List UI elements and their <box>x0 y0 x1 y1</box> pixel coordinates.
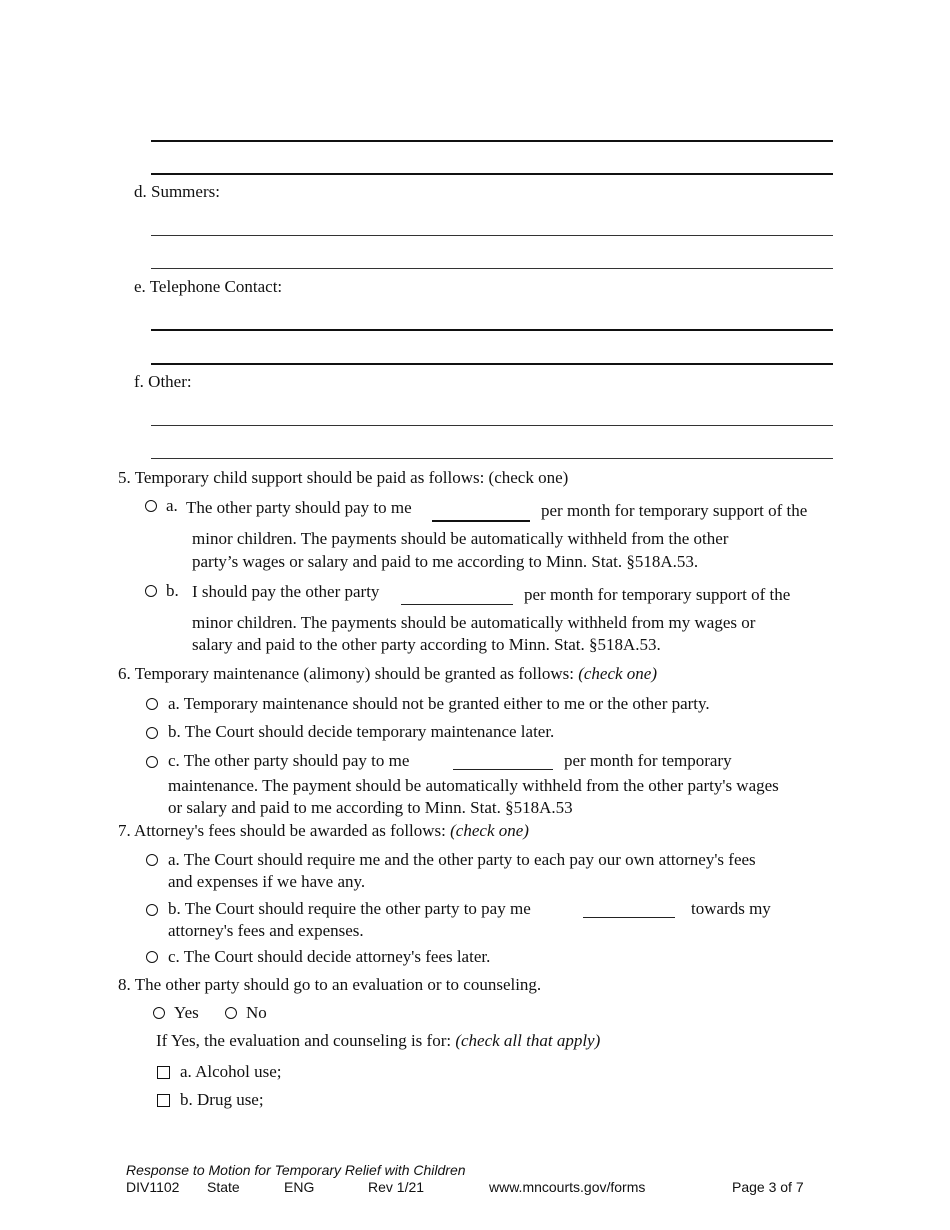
q8-no-label: No <box>246 1003 267 1022</box>
q5-b-text: per month for temporary support of the <box>524 585 791 604</box>
q7-heading <box>118 821 529 841</box>
q5-a-text: per month for temporary support of the <box>541 501 808 520</box>
q7-heading-text: 7. Attorney's fees should be awarded as follows: <box>118 821 446 840</box>
q7-a-radio[interactable] <box>146 854 158 866</box>
footer-state: State <box>207 1179 240 1195</box>
other-label: f. Other: <box>134 372 192 391</box>
telephone-answer-line[interactable] <box>151 329 833 331</box>
q7-heading-instruction: (check one) <box>450 821 529 840</box>
q6-c-text: or salary and paid to me according to Minn. Stat. §518A.53 <box>168 798 573 817</box>
q5-b-text: minor children. The payments should be automatically withheld from my wages or <box>192 613 756 632</box>
q7-b-radio[interactable] <box>146 904 158 916</box>
q8-a-label: a. Alcohol use; <box>180 1062 282 1081</box>
q8-if-yes-label: If Yes, the evaluation and counseling is for: <box>156 1031 452 1050</box>
q6-c-text: maintenance. The payment should be automatically withheld from the other party's wages <box>168 776 779 795</box>
answer-line[interactable] <box>151 173 833 175</box>
q6-b-radio[interactable] <box>146 727 158 739</box>
q5-b-text: salary and paid to the other party according to Minn. Stat. §518A.53. <box>192 635 661 654</box>
q8-if-yes-text <box>156 1031 600 1051</box>
q5-a-text: minor children. The payments should be automatically withheld from the other <box>192 529 729 548</box>
q6-heading-text: 6. Temporary maintenance (alimony) should be granted as follows: <box>118 664 574 683</box>
q5-b-amount-blank[interactable] <box>401 604 513 605</box>
q7-b-text: attorney's fees and expenses. <box>168 921 364 940</box>
q8-if-yes-instruction: (check all that apply) <box>455 1031 601 1050</box>
footer-form-id: DIV1102 <box>126 1179 180 1195</box>
q6-c-amount-blank[interactable] <box>453 769 553 770</box>
q6-b-text: b. The Court should decide temporary maintenance later. <box>168 722 555 741</box>
footer-language: ENG <box>284 1179 315 1195</box>
footer-revision: Rev 1/21 <box>368 1179 425 1195</box>
footer-page-number: Page 3 of 7 <box>732 1179 804 1195</box>
q6-c-text: c. The other party should pay to me <box>168 751 410 770</box>
q6-a-text: a. Temporary maintenance should not be granted either to me or the other party. <box>168 694 710 713</box>
footer-url[interactable]: www.mncourts.gov/forms <box>489 1179 646 1195</box>
q5-a-radio[interactable] <box>145 500 157 512</box>
q8-yes-label: Yes <box>174 1003 199 1022</box>
q5-a-amount-blank[interactable] <box>432 520 530 522</box>
q5-a-text: The other party should pay to me <box>186 498 412 517</box>
summers-label: d. Summers: <box>134 182 220 201</box>
q5-a-text: party’s wages or salary and paid to me according to Minn. Stat. §518A.53. <box>192 552 699 571</box>
q8-b-label: b. Drug use; <box>180 1090 264 1109</box>
q8-no-radio[interactable] <box>225 1007 237 1019</box>
q8-b-checkbox[interactable] <box>157 1094 170 1107</box>
q7-b-amount-blank[interactable] <box>583 917 675 918</box>
q6-c-text: per month for temporary <box>564 751 732 770</box>
q7-c-text: c. The Court should decide attorney's fees later. <box>168 947 491 966</box>
summers-answer-line[interactable] <box>151 268 833 269</box>
other-answer-line[interactable] <box>151 458 833 459</box>
other-answer-line[interactable] <box>151 425 833 426</box>
q7-b-text: b. The Court should require the other party to pay me <box>168 899 531 918</box>
q5-a-letter: a. <box>166 496 178 515</box>
summers-answer-line[interactable] <box>151 235 833 236</box>
q8-a-checkbox[interactable] <box>157 1066 170 1079</box>
q5-heading: 5. Temporary child support should be paid as follows: (check one) <box>118 468 569 487</box>
q6-heading <box>118 664 657 684</box>
q8-yes-radio[interactable] <box>153 1007 165 1019</box>
q5-b-text: I should pay the other party <box>192 582 380 601</box>
q7-b-text: towards my <box>691 899 771 918</box>
footer-title: Response to Motion for Temporary Relief with Children <box>126 1162 466 1178</box>
q8-heading: 8. The other party should go to an evaluation or to counseling. <box>118 975 542 994</box>
q7-c-radio[interactable] <box>146 951 158 963</box>
telephone-answer-line[interactable] <box>151 363 833 365</box>
q6-heading-instruction: (check one) <box>578 664 658 683</box>
q7-a-text: a. The Court should require me and the other party to each pay our own attorney's fees <box>168 850 756 869</box>
q7-a-text: and expenses if we have any. <box>168 872 366 891</box>
q6-a-radio[interactable] <box>146 698 158 710</box>
answer-line[interactable] <box>151 140 833 142</box>
q5-b-letter: b. <box>166 581 179 600</box>
q6-c-radio[interactable] <box>146 756 158 768</box>
telephone-contact-label: e. Telephone Contact: <box>134 277 283 296</box>
q5-b-radio[interactable] <box>145 585 157 597</box>
